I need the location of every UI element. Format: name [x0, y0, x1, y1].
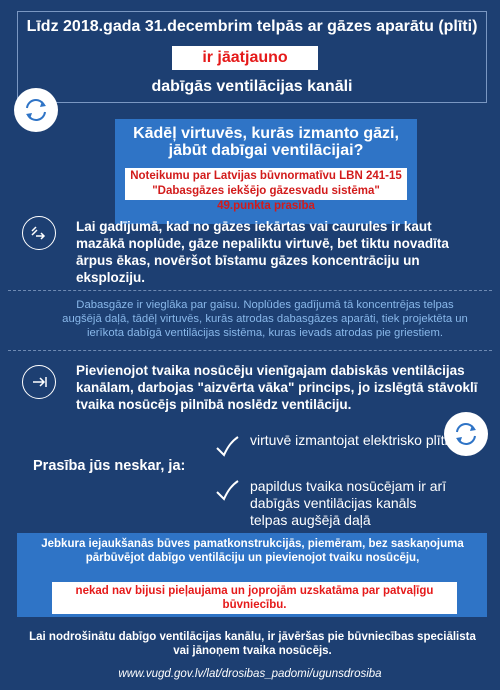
divider: [8, 290, 492, 291]
reason-paragraph: Lai gadījumā, kad no gāzes iekārtas vai caurules ir kaut mazākā noplūde, gāze nepaliktu virtuvē, bet tiktu novadīta ārpus ēkas, novēršot bīstamu gāzes koncentrāciju un eksploziju.: [76, 219, 449, 285]
refresh-icon: [14, 88, 58, 132]
question-title: Kādēļ virtuvēs, kurās izmanto gāzi, jābūt dabīgai ventilācijai?: [133, 125, 399, 159]
header-highlight: ir jāatjauno: [172, 46, 318, 70]
refresh-icon: [444, 412, 488, 456]
arrow-right-icon: [22, 216, 56, 250]
condition-item: virtuvē izmantojat elektrisko plīti: [250, 432, 448, 448]
check-icon: [214, 434, 240, 460]
warning-highlight: nekad nav bijusi pieļaujama un joprojām uzskatāma par patvaļīgu būvniecību.: [52, 582, 457, 614]
divider: [8, 350, 492, 351]
hood-paragraph: Pievienojot tvaika nosūcēju vienīgajam dabiskās ventilācijas kanālam, darbojas "aizvērta vāka" princips, jo izslēgtā stāvoklī tvaika nosūcējs pilnībā noslēdz ventilāciju.: [76, 363, 478, 412]
gas-info-paragraph: Dabasgāze ir vieglāka par gaisu. Noplūdes gadījumā tā koncentrējas telpas augšējā daļā, tādēļ virtuvēs, kurās atrodas dabasgāzes aparāti, tiek projektēta un ierīkota dabīgā ventilācijas sistēma, kuras ievads atrodas pie griestiem.: [62, 299, 468, 339]
conditions-label: Prasība jūs neskar, ja:: [33, 458, 186, 474]
header-line-2: dabīgās ventilācijas kanāli: [151, 78, 353, 95]
regulation-note: Noteikumu par Latvijas būvnormatīvu LBN 241-15 "Dabasgāzes iekšējo gāzesvadu sistēma" 49.punkta prasība: [125, 168, 407, 200]
warning-text: Jebkura iejaukšanās būves pamatkonstrukcijās, piemēram, bez saskaņojuma pārbūvējot dabīgo ventilāciju un pievienojot tvaiku nosūcēju,: [41, 538, 464, 564]
arrow-right-icon: [22, 365, 56, 399]
check-icon: [214, 478, 240, 504]
condition-item: papildus tvaika nosūcējam ir arī dabīgās ventilācijas kanāls telpas augšējā daļā: [250, 478, 447, 528]
header-line-1: Līdz 2018.gada 31.decembrim telpās ar gāzes aparātu (plīti): [26, 18, 478, 35]
bottom-advice: Lai nodrošinātu dabīgo ventilācijas kanālu, ir jāvēršas pie būvniecības speciālista vai jānoņem tvaika nosūcējs.: [29, 631, 476, 657]
footer-url[interactable]: www.vugd.gov.lv/lat/drosibas_padomi/ugunsdrosiba: [118, 668, 382, 680]
